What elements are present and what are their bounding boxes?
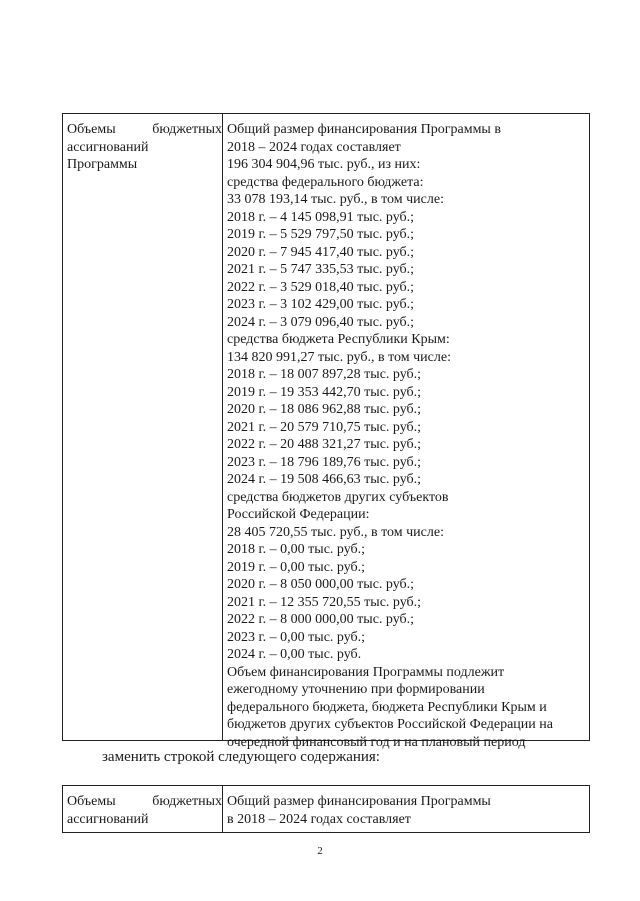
content-line: 33 078 193,14 тыс. руб., в том числе: (227, 192, 444, 207)
content-line: 2022 г. – 8 000 000,00 тыс. руб.; (227, 612, 415, 627)
content-line: 2020 г. – 8 050 000,00 тыс. руб.; (227, 577, 415, 592)
content-line: в 2018 – 2024 годах составляет (227, 811, 411, 827)
content-line: федерального бюджета, бюджета Республики Крым и (227, 699, 547, 715)
table-label-cell (63, 786, 223, 832)
content-line: 2022 г. – 20 488 321,27 тыс. руб.; (227, 437, 422, 452)
label-line: ассигнований (67, 811, 149, 827)
content-line: Общий размер финансирования Программы в (227, 122, 501, 137)
label-word: бюджетных (152, 122, 222, 137)
content-line: Российской Федерации: (227, 507, 370, 522)
content-line: Общий размер финансирования Программы (227, 794, 491, 809)
table-content-cell (223, 114, 589, 750)
content-line: 2019 г. – 19 353 442,70 тыс. руб.; (227, 384, 422, 400)
content-line: 134 820 991,27 тыс. руб., в том числе: (227, 349, 451, 365)
content-line: очередной финансовый год и на плановый период (227, 734, 526, 750)
content-line: ежегодному уточнению при формировании (227, 682, 485, 697)
content-line: 2018 г. – 0,00 тыс. руб.; (227, 542, 366, 557)
budget-table-original (62, 113, 590, 750)
content-line: 2023 г. – 0,00 тыс. руб.; (227, 629, 366, 645)
content-line: средства федерального бюджета: (227, 174, 424, 190)
budget-table-replacement (62, 785, 590, 833)
content-line: 2018 г. – 4 145 098,91 тыс. руб.; (227, 209, 415, 225)
content-line: Объем финансирования Программы подлежит (227, 664, 505, 680)
content-line: 2018 г. – 18 007 897,28 тыс. руб.; (227, 367, 422, 382)
content-line: 2023 г. – 18 796 189,76 тыс. руб.; (227, 454, 422, 470)
content-line: 2024 г. – 0,00 тыс. руб. (227, 647, 362, 662)
content-line: средства бюджета Республики Крым: (227, 332, 450, 347)
content-line: 2019 г. – 0,00 тыс. руб.; (227, 559, 366, 575)
page-number: 2 (317, 845, 323, 857)
label-line (67, 121, 222, 139)
content-line: 2019 г. – 5 529 797,50 тыс. руб.; (227, 227, 415, 242)
content-line: 2021 г. – 5 747 335,53 тыс. руб.; (227, 262, 415, 277)
content-line: 2021 г. – 20 579 710,75 тыс. руб.; (227, 419, 422, 435)
content-line: 2020 г. – 7 945 417,40 тыс. руб.; (227, 244, 415, 260)
content-line: 2023 г. – 3 102 429,00 тыс. руб.; (227, 297, 415, 312)
label-word: Объемы (67, 122, 116, 137)
content-line: средства бюджетов других субъектов (227, 489, 449, 505)
content-line: 28 405 720,55 тыс. руб., в том числе: (227, 524, 444, 540)
content-line: 2024 г. – 19 508 466,63 тыс. руб.; (227, 472, 422, 487)
content-line: 2018 – 2024 годах составляет (227, 139, 401, 155)
table-label-cell (63, 114, 223, 740)
content-line: 2022 г. – 3 529 018,40 тыс. руб.; (227, 279, 415, 295)
content-line: 2021 г. – 12 355 720,55 тыс. руб.; (227, 594, 422, 610)
label-word: бюджетных (152, 794, 222, 809)
label-word: Объемы (67, 794, 116, 809)
label-line (67, 793, 222, 811)
table-content-cell (223, 786, 589, 832)
label-line: ассигнований (67, 139, 149, 155)
instruction-paragraph: заменить строкой следующего содержания: (102, 749, 380, 765)
content-line: 2024 г. – 3 079 096,40 тыс. руб.; (227, 314, 415, 330)
content-line: бюджетов других субъектов Российской Федерации на (227, 717, 553, 732)
label-line: Программы (67, 157, 138, 172)
content-line: 2020 г. – 18 086 962,88 тыс. руб.; (227, 402, 422, 417)
content-line: 196 304 904,96 тыс. руб., из них: (227, 157, 421, 172)
